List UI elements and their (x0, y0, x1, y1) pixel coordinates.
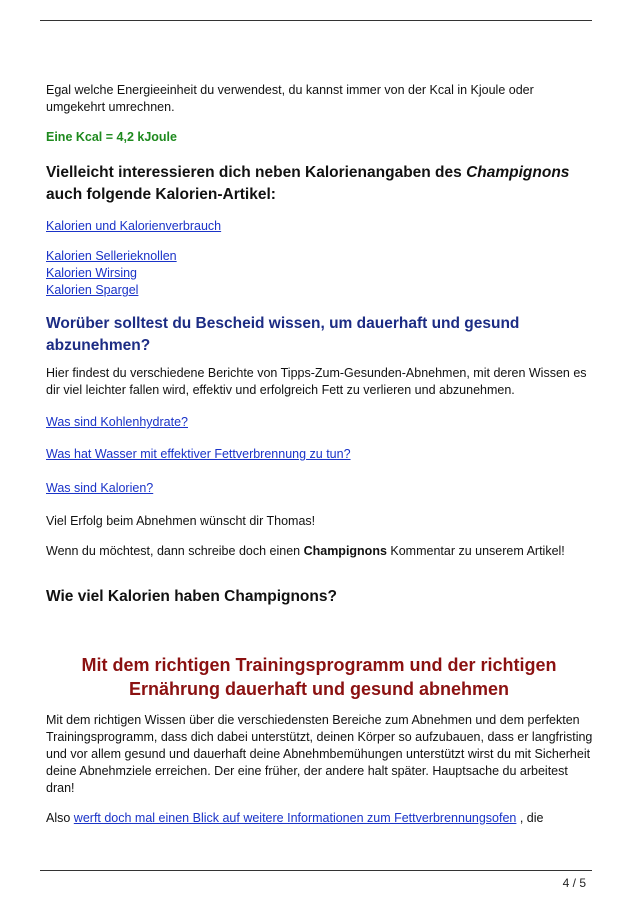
header-rule (40, 20, 592, 21)
training-heading: Mit dem richtigen Trainingsprogramm und der richtigen Ernährung dauerhaft und gesund abnehmen (81, 655, 557, 699)
related-heading-emphasis: Champignons (466, 164, 570, 181)
link-wirsing[interactable]: Kalorien Wirsing (46, 266, 138, 280)
link-kohlenhydrate[interactable]: Was sind Kohlenhydrate? (46, 415, 188, 429)
knowledge-paragraph: Hier findest du verschiedene Berichte von Tipps-Zum-Gesunden-Abnehmen, mit deren Wissen es dir viel leichter fallen wird, effektiv und erfolgreich Fett zu verlieren und abzunehmen. (46, 366, 587, 397)
link-kalorien-verbrauch[interactable]: Kalorien und Kalorienverbrauch (46, 219, 222, 233)
related-links (46, 218, 596, 235)
knowledge-heading: Worüber solltest du Bescheid wissen, um dauerhaft und gesund abzunehmen? (46, 315, 520, 354)
link-was-sind-kalorien[interactable]: Was sind Kalorien? (46, 481, 154, 495)
footer-rule (40, 870, 592, 871)
question-heading: Wie viel Kalorien haben Champignons? (46, 588, 337, 605)
link-row-wasser (46, 446, 596, 463)
training-paragraph: Mit dem richtigen Wissen über die verschiedensten Bereiche zum Abnehmen und dem perfekten Trainingsprogramm, dass dich dabei unterstützt, deinen Körper so aufzubauen, dass er langfristing und vor allem gesund und dauerhaft deine Abnehmbemühungen unterstützt wirst du mit Sicherheit deine Abnehmziele erreichen. Der eine früher, der andere halt später. Hauptsache du arbeitest dran! (46, 713, 593, 795)
intro-paragraph: Egal welche Energieeinheit du verwendest, du kannst immer von der Kcal in Kjoule oder umgekehrt umrechnen. (46, 83, 534, 114)
comment-bold-keyword: Champignons (303, 544, 387, 558)
link-spargel[interactable]: Kalorien Spargel (46, 283, 139, 297)
comment-invite: Wenn du möchtest, dann schreibe doch einen Champignons Kommentar zu unserem Artikel! (46, 544, 565, 558)
link-wasser-fettverbrennung[interactable]: Was hat Wasser mit effektiver Fettverbrennung zu tun? (46, 447, 351, 461)
link-row-kalorien (46, 480, 596, 497)
greeting-text: Viel Erfolg beim Abnehmen wünscht dir Thomas! (46, 514, 316, 528)
page-number: 4 / 5 (562, 876, 586, 890)
link-sellerieknollen[interactable]: Kalorien Sellerieknollen (46, 249, 177, 263)
related-links-list (46, 248, 596, 299)
related-articles-heading: Vielleicht interessieren dich neben Kalorienangaben des Champignons auch folgende Kalorien-Artikel: (46, 164, 570, 203)
link-fettverbrennungsofen[interactable]: werft doch mal einen Blick auf weitere Informationen zum Fettverbrennungsofen (73, 811, 517, 825)
link-row-kohlenhydrate (46, 414, 596, 431)
conversion-formula: Eine Kcal = 4,2 kJoule (46, 130, 177, 144)
training-link-paragraph: Also werft doch mal einen Blick auf weitere Informationen zum Fettverbrennungsofen , die (46, 811, 544, 825)
